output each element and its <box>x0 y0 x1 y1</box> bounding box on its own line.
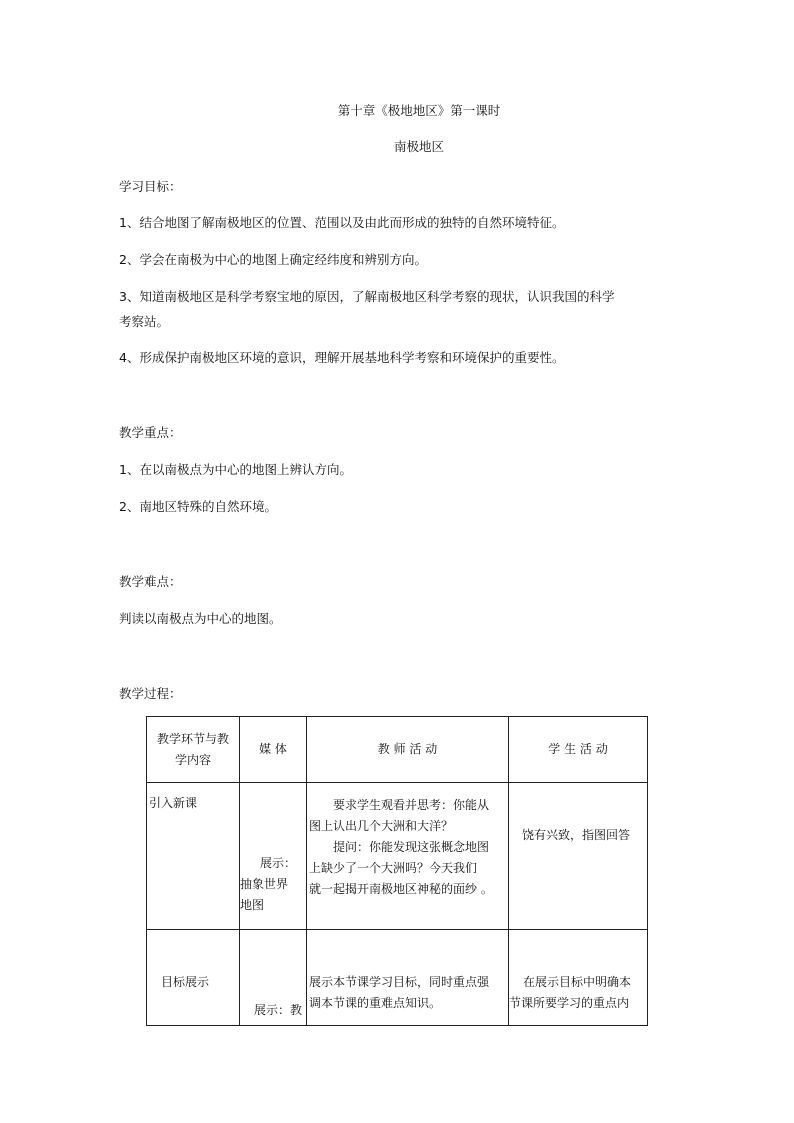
objective-item-1: 1、结合地图了解南极地区的位置、范围以及由此而形成的独特的自然环境特征。 <box>119 215 565 230</box>
row-1-media-line-2: 抽象世界 <box>240 877 289 891</box>
row-1-section-cell <box>147 783 240 930</box>
objective-item-3-cont: 考察站。 <box>119 314 170 329</box>
row-1-media-line-3: 地图 <box>240 898 265 912</box>
row-2-student-line-2: 节课所要学习的重点内 <box>509 996 630 1010</box>
process-table <box>146 716 648 1026</box>
key-points-heading: 教学重点： <box>119 425 182 440</box>
row-2-media-cell <box>240 930 307 1026</box>
header-teacher: 教 师 活 动 <box>307 717 509 783</box>
document-title: 第十章《极地地区》第一课时 <box>337 103 501 118</box>
row-1-teacher-line-4: 上缺少了一个大洲吗？今天我们 <box>309 861 478 875</box>
header-section <box>147 717 240 783</box>
document-subtitle: 南极地区 <box>393 139 444 154</box>
objectives-heading: 学习目标： <box>119 179 182 194</box>
process-heading: 教学过程： <box>119 686 182 701</box>
difficulty-heading: 教学难点： <box>119 574 182 589</box>
objective-item-2: 2、学会在南极为中心的地图上确定经纬度和辨别方向。 <box>119 252 427 267</box>
row-2-teacher-line-2: 调本节课的重难点知识。 <box>309 996 442 1010</box>
row-1-teacher-line-5: 就一起揭开南极地区神秘的面纱 。 <box>309 882 493 896</box>
row-1-section: 引入新课 <box>149 796 198 810</box>
row-2-teacher-line-1: 展示本节课学习目标，同时重点强 <box>309 975 490 989</box>
row-2-section: 目标展示 <box>161 975 210 989</box>
row-2-student-cell <box>509 930 648 1026</box>
row-2-media-line-1: 展示：教 <box>254 1003 303 1017</box>
table-row <box>147 783 648 930</box>
key-point-item-2: 2、南地区特殊的自然环境。 <box>119 499 277 514</box>
row-1-student-line-1: 饶有兴致，指图回答 <box>522 828 631 842</box>
row-2-teacher-cell <box>307 930 509 1026</box>
row-1-student-cell <box>509 783 648 930</box>
objective-item-4: 4、形成保护南极地区环境的意识，理解开展基地科学考察和环境保护的重要性。 <box>119 350 565 365</box>
row-1-media-line-1: 展示： <box>260 856 297 870</box>
header-student: 学 生 活 动 <box>509 717 648 783</box>
header-section-line-2: 学内容 <box>174 752 211 767</box>
header-media: 媒 体 <box>240 717 307 783</box>
row-1-teacher-cell <box>307 783 509 930</box>
key-point-item-1: 1、在以南极点为中心的地图上辨认方向。 <box>119 462 352 477</box>
row-1-media-cell <box>240 783 307 930</box>
row-1-teacher-line-1: 要求学生观看并思考：你能从 <box>333 798 490 812</box>
row-2-student-line-1: 在展示目标中明确本 <box>523 975 632 989</box>
header-section-line-1: 教学环节与教 <box>156 731 229 746</box>
table-row <box>147 930 648 1026</box>
difficulty-text: 判读以南极点为中心的地图。 <box>119 611 282 626</box>
objective-item-3: 3、知道南极地区是科学考察宝地的原因，了解南极地区科学考察的现状，认识我国的科学 <box>119 289 615 304</box>
row-2-section-cell <box>147 930 240 1026</box>
row-1-teacher-line-3: 提问：你能发现这张概念地图 <box>333 840 490 854</box>
row-1-teacher-line-2: 图上认出几个大洲和大洋？ <box>309 819 454 833</box>
table-header-row <box>147 717 648 783</box>
